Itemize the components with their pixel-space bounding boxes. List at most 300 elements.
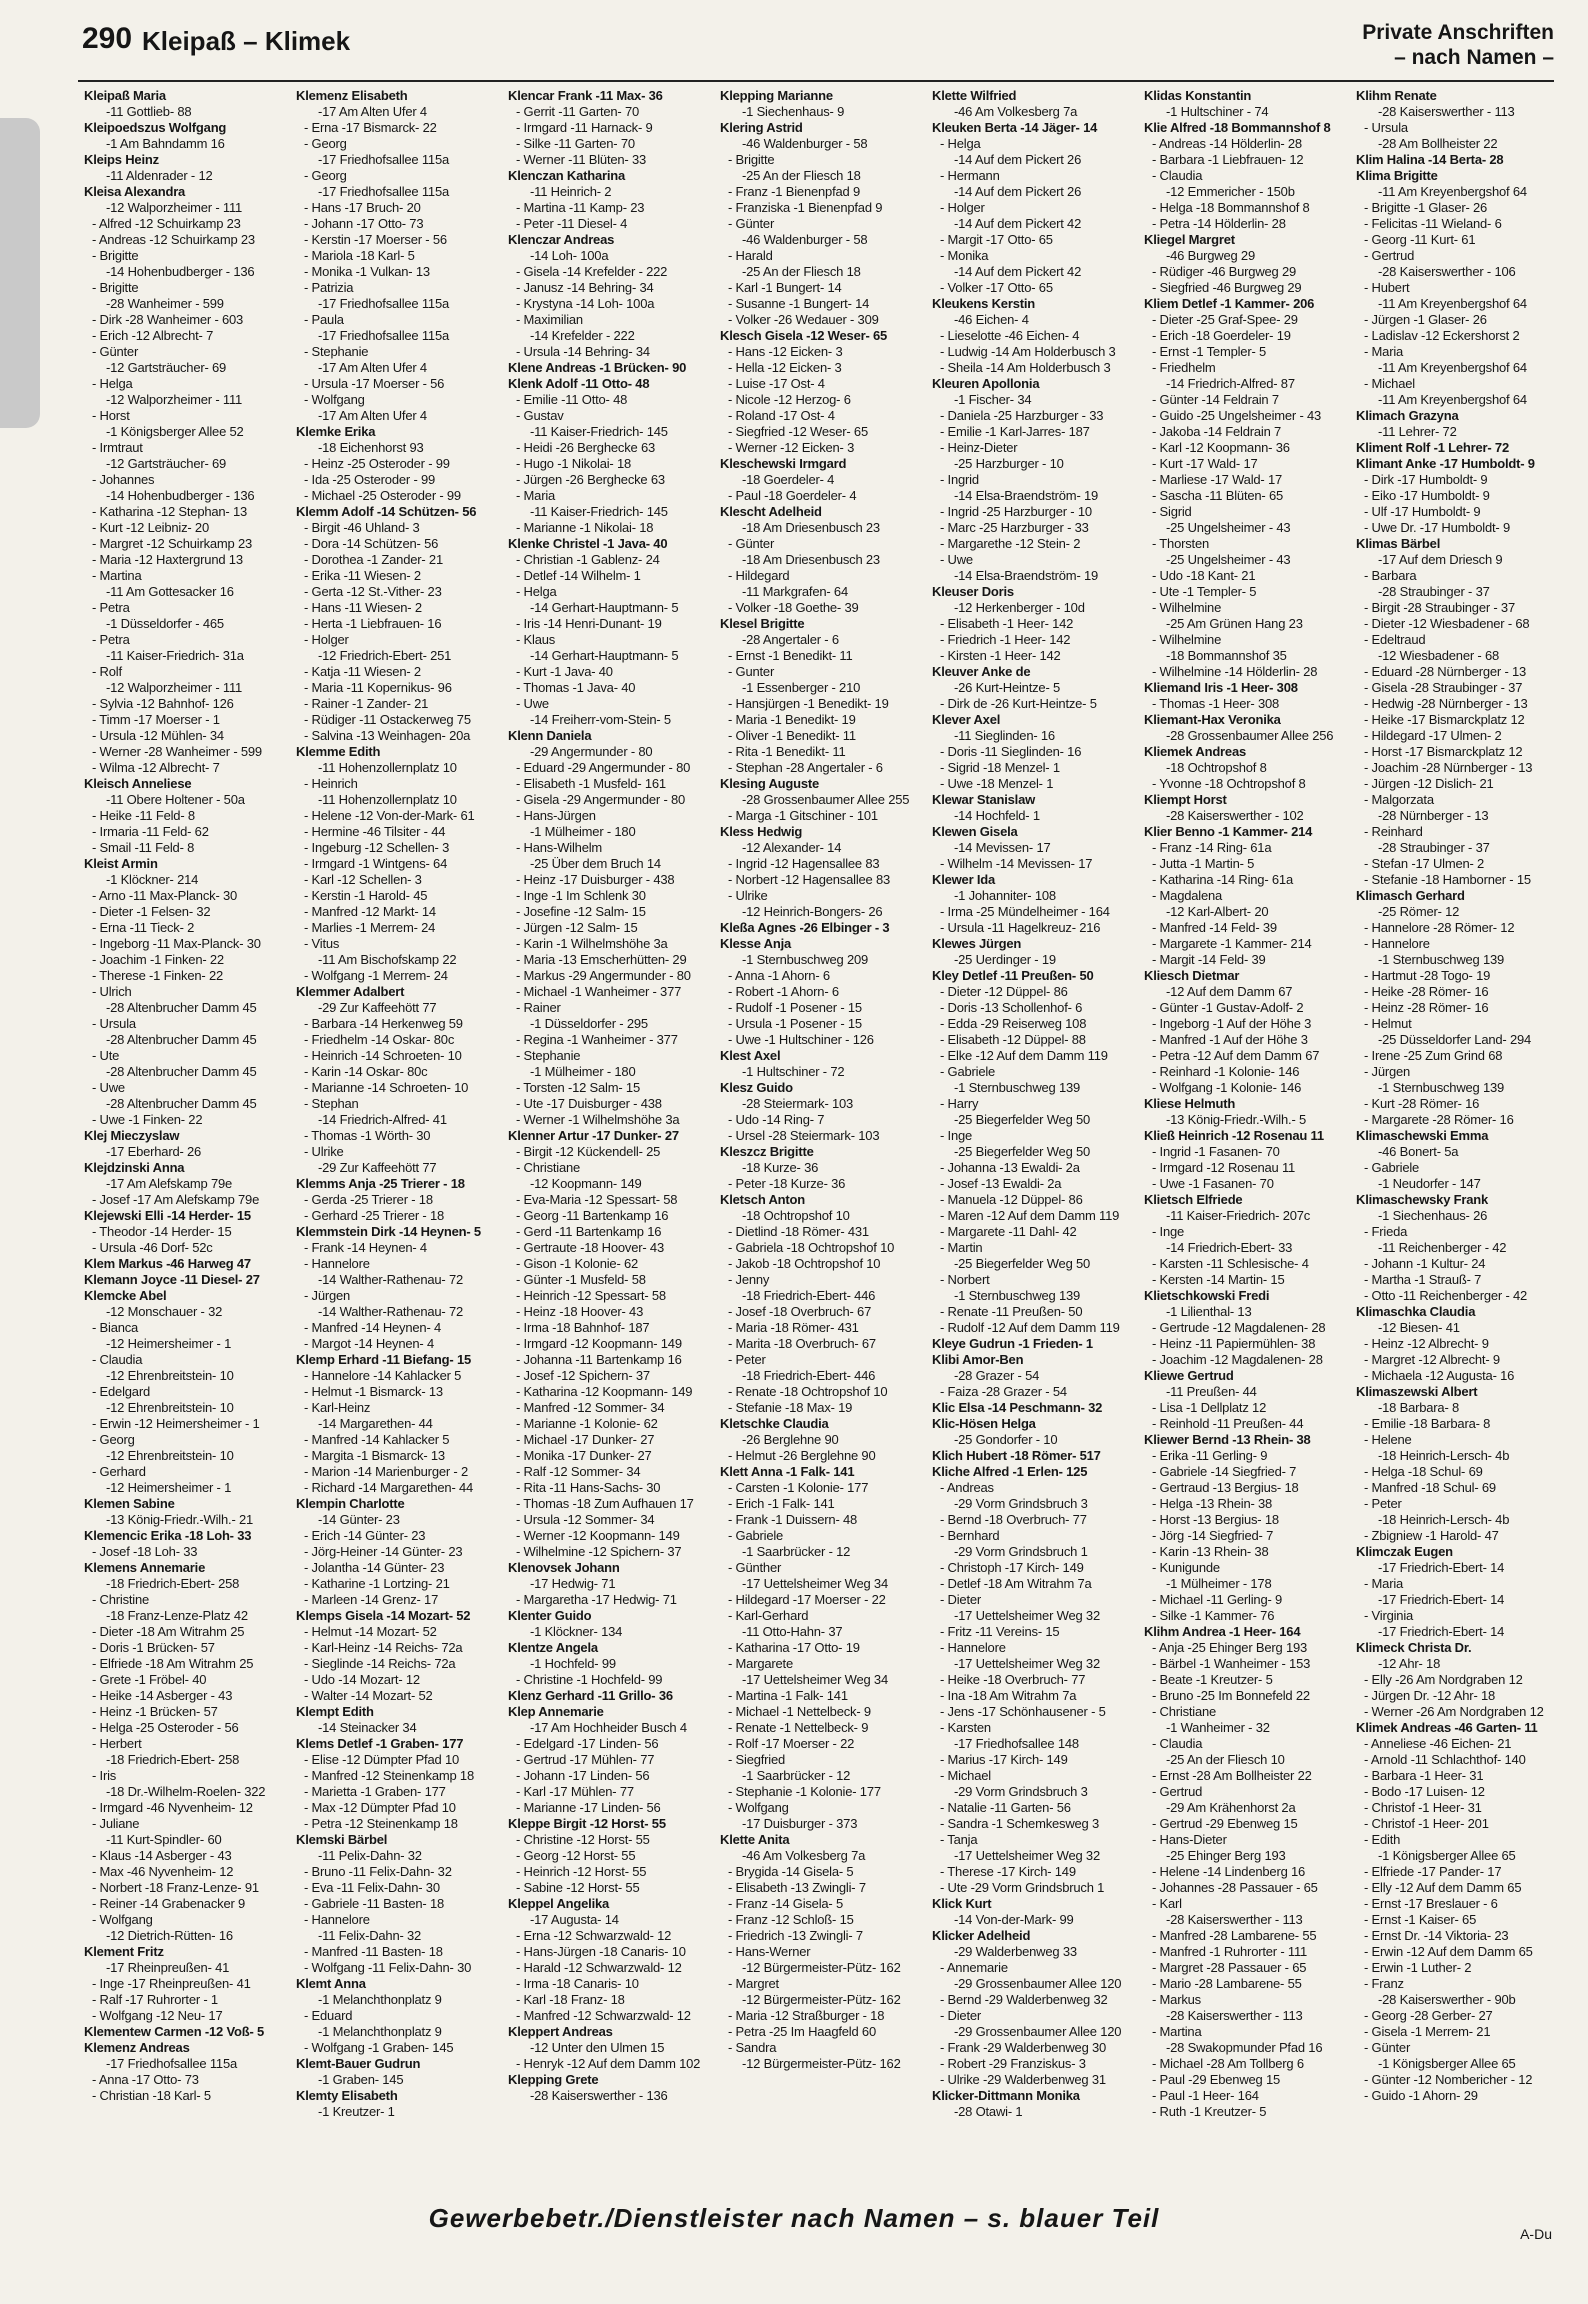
surname-entry: Klimant Anke -17 Humboldt- 9 [1356, 456, 1535, 471]
surname-entry: Klejdzinski Anna [84, 1160, 185, 1175]
person-entry: - Petra -14 Hölderlin- 28 [1152, 216, 1286, 231]
surname-entry: Klever Axel [932, 712, 1001, 727]
person-entry: - Günter [728, 536, 775, 551]
person-entry: - Silke -11 Garten- 70 [516, 136, 635, 151]
person-entry: - Manfred -1 Ruhrorter - 111 [1152, 1944, 1308, 1959]
person-entry: - Lisa -1 Dellplatz 12 [1152, 1400, 1267, 1415]
surname-entry: Kleuser Doris [932, 584, 1014, 599]
surname-entry: Klett Anna -1 Falk- 141 [720, 1464, 855, 1479]
address-line: -29 Vorm Grindsbruch 3 [954, 1496, 1088, 1511]
address-line: -17 Friedrich-Ebert- 14 [1378, 1624, 1505, 1639]
address-line: -11 Sieglinden- 16 [954, 728, 1055, 743]
person-entry: - Karl -12 Koopmann- 36 [1152, 440, 1290, 455]
person-entry: - Michael -28 Am Tollberg 6 [1152, 2056, 1304, 2071]
surname-entry: Kleuren Apollonia [932, 376, 1040, 391]
address-line: -17 Friedhofsallee 115a [318, 328, 450, 343]
surname-entry: Klim Halina -14 Berta- 28 [1356, 152, 1504, 167]
address-line: -12 Herkenberger - 10d [954, 600, 1085, 615]
address-line: -1 Düsseldorfer - 465 [106, 616, 224, 631]
person-entry: - Elisabeth -12 Düppel- 88 [940, 1032, 1086, 1047]
address-line: -46 Waldenburger - 58 [742, 232, 868, 247]
person-entry: - Gertrud -29 Ebenweg 15 [1152, 1816, 1298, 1831]
address-line: -17 Duisburger - 373 [742, 1816, 858, 1831]
person-entry: - Elisabeth -1 Musfeld- 161 [516, 776, 666, 791]
person-entry: - Gerrit -11 Garten- 70 [516, 104, 640, 119]
surname-entry: Klems Detlef -1 Graben- 177 [296, 1736, 464, 1751]
surname-entry: Klemps Gisela -14 Mozart- 52 [296, 1608, 471, 1623]
address-line: -46 Am Volkesberg 7a [954, 104, 1078, 119]
person-entry: - Inge [1152, 1224, 1185, 1239]
address-line: -28 Kaiserswerther - 113 [1166, 1912, 1303, 1927]
address-line: -12 Ehrenbreitstein- 10 [106, 1368, 234, 1383]
person-entry: - Helmut -1 Bismarck- 13 [304, 1384, 443, 1399]
person-entry: - Uwe [92, 1080, 125, 1095]
person-entry: - Virginia [1364, 1608, 1414, 1623]
person-entry: - Smail -11 Feld- 8 [92, 840, 195, 855]
person-entry: - Jörg -14 Siegfried- 7 [1152, 1528, 1274, 1543]
person-entry: - Thomas -1 Heer- 308 [1152, 696, 1280, 711]
surname-entry: Klemt Anna [296, 1976, 366, 1991]
surname-entry: Klidas Konstantin [1144, 88, 1252, 103]
person-entry: - Iris -14 Henri-Dunant- 19 [516, 616, 662, 631]
address-line: -25 Düsseldorfer Land- 294 [1378, 1032, 1532, 1047]
person-entry: - Rita -1 Benedikt- 11 [728, 744, 846, 759]
person-entry: - Edeltraud [1364, 632, 1426, 647]
person-entry: - Jürgen [304, 1288, 351, 1303]
surname-entry: Klem Markus -46 Harweg 47 [84, 1256, 251, 1271]
address-line: -18 Heinrich-Lersch- 4b [1378, 1512, 1510, 1527]
person-entry: - Herta -1 Liebfrauen- 16 [304, 616, 442, 631]
person-entry: - Silke -1 Kammer- 76 [1152, 1608, 1275, 1623]
surname-entry: Klewar Stanislaw [932, 792, 1036, 807]
person-entry: - Uwe Dr. -17 Humboldt- 9 [1364, 520, 1510, 535]
person-entry: - Hannelore [1364, 936, 1430, 951]
surname-entry: Kliegel Margret [1144, 232, 1235, 247]
person-entry: - Edelgard -17 Linden- 56 [516, 1736, 659, 1751]
surname-entry: Kleisa Alexandra [84, 184, 186, 199]
person-entry: - Regina -1 Wanheimer - 377 [516, 1032, 678, 1047]
surname-entry: Klier Benno -1 Kammer- 214 [1144, 824, 1313, 839]
person-entry: - Detlef -18 Am Witrahm 7a [940, 1576, 1092, 1591]
person-entry: - Detlef -14 Wilhelm- 1 [516, 568, 641, 583]
address-line: -17 Friedhofsallee 115a [318, 296, 450, 311]
surname-entry: Klemp Erhard -11 Biefang- 15 [296, 1352, 472, 1367]
person-entry: - Stephan -28 Angertaler - 6 [728, 760, 883, 775]
person-entry: - Lieselotte -46 Eichen- 4 [940, 328, 1080, 343]
person-entry: - Heinz -28 Römer- 16 [1364, 1000, 1489, 1015]
surname-entry: Kliempt Horst [1144, 792, 1227, 807]
address-line: -1 Hochfeld- 99 [530, 1656, 616, 1671]
address-line: -28 Kaiserswerther - 106 [1378, 264, 1516, 279]
person-entry: - Hildegard [728, 568, 790, 583]
person-entry: - Birgit -28 Straubinger - 37 [1364, 600, 1515, 615]
surname-entry: Klewes Jürgen [932, 936, 1022, 951]
surname-entry: Klemcke Abel [84, 1288, 167, 1303]
person-entry: - Magdalena [1152, 888, 1223, 903]
surname-entry: Klement Fritz [84, 1944, 164, 1959]
person-entry: - Felicitas -11 Wieland- 6 [1364, 216, 1502, 231]
person-entry: - Hermine -46 Tilsiter - 44 [304, 824, 446, 839]
person-entry: - Manfred -14 Kahlacker 5 [304, 1432, 450, 1447]
address-line: -12 Bürgermeister-Pütz- 162 [742, 2056, 901, 2071]
person-entry: - Josef -12 Spichern- 37 [516, 1368, 650, 1383]
person-entry: - Siegfried [728, 1752, 786, 1767]
address-line: -14 Hohenbudberger - 136 [106, 488, 255, 503]
person-entry: - Johanna -13 Ewaldi- 2a [940, 1160, 1080, 1175]
directory-column-5 [932, 88, 1134, 2182]
person-entry: - Hubert [1364, 280, 1410, 295]
address-line: -28 Altenbrucher Damm 45 [106, 1096, 257, 1111]
surname-entry: Kliem Detlef -1 Kammer- 206 [1144, 296, 1315, 311]
address-line: -28 Swakopmunder Pfad 16 [1166, 2040, 1323, 2055]
person-entry: - Uwe -1 Hultschiner - 126 [728, 1032, 874, 1047]
person-entry: - Heinrich [304, 776, 358, 791]
address-line: -25 Biegerfelder Weg 50 [954, 1144, 1091, 1159]
person-entry: - Malgorzata [1364, 792, 1434, 807]
person-entry: - Peter -11 Diesel- 4 [516, 216, 628, 231]
surname-entry: Klemski Bärbel [296, 1832, 388, 1847]
person-entry: - Maria [1364, 344, 1404, 359]
person-entry: - Inge -17 Rheinpreußen- 41 [92, 1976, 251, 1991]
person-entry: - Henryk -12 Auf dem Damm 102 [516, 2056, 701, 2071]
surname-entry: Klest Axel [720, 1048, 781, 1063]
person-entry: - Wilhelmine -12 Spichern- 37 [516, 1544, 682, 1559]
person-entry: - Holger [304, 632, 349, 647]
address-line: -14 Auf dem Pickert 26 [954, 184, 1082, 199]
person-entry: - Eiko -17 Humboldt- 9 [1364, 488, 1490, 503]
person-entry: - Marius -17 Kirch- 149 [940, 1752, 1068, 1767]
person-entry: - Dieter -12 Wiesbadener - 68 [1364, 616, 1530, 631]
person-entry: - Gerda -25 Trierer - 18 [304, 1192, 433, 1207]
person-entry: - Hans-Dieter [1152, 1832, 1227, 1847]
address-line: -1 Saarbrücker - 12 [742, 1544, 851, 1559]
address-line: -17 Am Alten Ufer 4 [318, 104, 427, 119]
person-entry: - Gerhard -25 Trierer - 18 [304, 1208, 445, 1223]
person-entry: - Erwin -12 Auf dem Damm 65 [1364, 1944, 1533, 1959]
surname-entry: Klimach Grazyna [1356, 408, 1459, 423]
address-line: -18 Kurze- 36 [742, 1160, 819, 1175]
address-line: -1 Siechenhaus- 9 [742, 104, 845, 119]
surname-entry: Kliesch Dietmar [1144, 968, 1240, 983]
address-line: -11 Aldenrader - 12 [106, 168, 213, 183]
address-line: -1 Hultschiner - 74 [1166, 104, 1269, 119]
person-entry: - Ute [92, 1048, 120, 1063]
person-entry: - Werner -11 Blüten- 33 [516, 152, 647, 167]
person-entry: - Ernst Dr. -14 Viktoria- 23 [1364, 1928, 1509, 1943]
person-entry: - Harry [940, 1096, 979, 1111]
address-line: -11 Am Kreyenbergshof 64 [1378, 360, 1527, 375]
address-line: -25 Harzburger - 10 [954, 456, 1064, 471]
address-line: -25 Biegerfelder Weg 50 [954, 1112, 1091, 1127]
surname-entry: Kleszcz Brigitte [720, 1144, 814, 1159]
person-entry: - Manfred -14 Feld- 39 [1152, 920, 1277, 935]
person-entry: - Ernst -1 Kaiser- 65 [1364, 1912, 1477, 1927]
person-entry: - Hugo -1 Nikolai- 18 [516, 456, 632, 471]
person-entry: - Katharina -12 Koopmann- 149 [516, 1384, 693, 1399]
person-entry: - Michael -17 Dunker- 27 [516, 1432, 655, 1447]
person-entry: - Peter [1364, 1496, 1402, 1511]
person-entry: - Manfred -28 Lambarene- 55 [1152, 1928, 1317, 1943]
address-line: -1 Essenberger - 210 [742, 680, 861, 695]
person-entry: - Josefine -12 Salm- 15 [516, 904, 646, 919]
address-line: -12 Wiesbadener - 68 [1378, 648, 1500, 663]
person-entry: - Uwe -1 Finken- 22 [92, 1112, 203, 1127]
address-line: -12 Walporzheimer - 111 [106, 200, 243, 215]
person-entry: - Ingeburg -12 Schellen- 3 [304, 840, 450, 855]
person-entry: - Volker -17 Otto- 65 [940, 280, 1053, 295]
person-entry: - Susanne -1 Bungert- 14 [728, 296, 870, 311]
person-entry: - Dieter -12 Düppel- 86 [940, 984, 1068, 999]
address-line: -14 Mevissen- 17 [954, 840, 1051, 855]
person-entry: - Karsten [940, 1720, 991, 1735]
person-entry: - Norbert -18 Franz-Lenze- 91 [92, 1880, 259, 1895]
person-entry: - Katharina -17 Otto- 19 [728, 1640, 860, 1655]
person-entry: - Mario -28 Lambarene- 55 [1152, 1976, 1302, 1991]
address-line: -12 Biesen- 41 [1378, 1320, 1460, 1335]
person-entry: - Manfred -12 Schwarzwald- 12 [516, 2008, 691, 2023]
person-entry: - Gerhard [92, 1464, 146, 1479]
person-entry: - Thomas -18 Zum Aufhauen 17 [516, 1496, 694, 1511]
person-entry: - Dorothea -1 Zander- 21 [304, 552, 443, 567]
person-entry: - Margarete -11 Dahl- 42 [940, 1224, 1077, 1239]
person-entry: - Vitus [304, 936, 340, 951]
person-entry: - Bianca [92, 1320, 139, 1335]
address-line: -25 Ungelsheimer - 43 [1166, 552, 1291, 567]
person-entry: - Karsten -11 Schlesische- 4 [1152, 1256, 1309, 1271]
section-title-line-2: – nach Namen – [1394, 46, 1554, 69]
person-entry: - Hannelore -14 Kahlacker 5 [304, 1368, 462, 1383]
person-entry: - Marliese -17 Wald- 17 [1152, 472, 1283, 487]
person-entry: - Gabriele [728, 1528, 784, 1543]
address-line: -18 Eichenhorst 93 [318, 440, 424, 455]
person-entry: - Markus [1152, 1992, 1201, 2007]
person-entry: - Ernst -1 Benedikt- 11 [728, 648, 853, 663]
person-entry: - Erich -18 Goerdeler- 19 [1152, 328, 1291, 343]
address-line: -25 Biegerfelder Weg 50 [954, 1256, 1091, 1271]
address-line: -14 Elsa-Braendström- 19 [954, 488, 1099, 503]
person-entry: - Heinz -11 Papiermühlen- 38 [1152, 1336, 1316, 1351]
person-entry: - Rudolf -12 Auf dem Damm 119 [940, 1320, 1120, 1335]
person-entry: - Karl -1 Bungert- 14 [728, 280, 842, 295]
section-title-line-1: Private Anschriften [1362, 21, 1554, 44]
person-entry: - Monika -17 Dunker- 27 [516, 1448, 652, 1463]
surname-entry: Klietschkowski Fredi [1144, 1288, 1270, 1303]
person-entry: - Kirsten -1 Heer- 142 [940, 648, 1061, 663]
address-line: -28 Straubinger - 37 [1378, 584, 1490, 599]
person-entry: - Jakob -18 Ochtropshof 10 [728, 1256, 881, 1271]
person-entry: - Uwe -18 Menzel- 1 [940, 776, 1054, 791]
person-entry: - Sabine -12 Horst- 55 [516, 1880, 640, 1895]
footer-note: Gewerbebetr./Dienstleister nach Namen – s. blauer Teil [428, 2203, 1160, 2233]
person-entry: - Anneliese -46 Eichen- 21 [1364, 1736, 1512, 1751]
person-entry: - Stefanie -18 Max- 19 [728, 1400, 853, 1415]
person-entry: - Peter [728, 1352, 766, 1367]
person-entry: - Wolfgang [92, 1912, 153, 1927]
surname-entry: Klicker Adelheid [932, 1928, 1031, 1943]
address-line: -17 Friedhofsallee 148 [954, 1736, 1079, 1751]
person-entry: - Paul -29 Ebenweg 15 [1152, 2072, 1281, 2087]
person-entry: - Michael [1364, 376, 1415, 391]
surname-entry: Klette Anita [720, 1832, 790, 1847]
surname-entry: Kliewer Bernd -13 Rhein- 38 [1144, 1432, 1311, 1447]
person-entry: - Wolfgang -1 Graben- 145 [304, 2040, 454, 2055]
address-line: -11 Hohenzollernplatz 10 [318, 792, 457, 807]
person-entry: - Irmgard -46 Nyvenheim- 12 [92, 1800, 253, 1815]
surname-entry: Klesz Guido [720, 1080, 793, 1095]
surname-entry: Klene Andreas -1 Brücken- 90 [508, 360, 687, 375]
address-line: -28 Kaiserswerther - 136 [530, 2088, 668, 2103]
address-line: -11 Kaiser-Friedrich- 207c [1166, 1208, 1311, 1223]
person-entry: - Hannelore [304, 1912, 370, 1927]
person-entry: - Christof -1 Heer- 31 [1364, 1800, 1482, 1815]
person-entry: - Erna -11 Tieck- 2 [92, 920, 195, 935]
person-entry: - Gustav [516, 408, 564, 423]
address-line: -11 Kaiser-Friedrich- 145 [530, 424, 668, 439]
address-line: -17 Uettelsheimer Weg 34 [742, 1576, 888, 1591]
address-line: -17 Hedwig- 71 [530, 1576, 616, 1591]
person-entry: - Günter -14 Feldrain 7 [1152, 392, 1279, 407]
person-entry: - Erna -17 Bismarck- 22 [304, 120, 437, 135]
person-entry: - Manfred -14 Heynen- 4 [304, 1320, 442, 1335]
person-entry: - Barbara [1364, 568, 1417, 583]
person-entry: - Johanna -11 Bartenkamp 16 [516, 1352, 682, 1367]
person-entry: - Manfred -18 Schul- 69 [1364, 1480, 1496, 1495]
person-entry: - Franz -1 Bienenpfad 9 [728, 184, 860, 199]
address-line: -11 Am Kreyenbergshof 64 [1378, 296, 1527, 311]
person-entry: - Thomas -1 Java- 40 [516, 680, 636, 695]
person-entry: - Ludwig -14 Am Holderbusch 3 [940, 344, 1116, 359]
address-line: -25 An der Fliesch 18 [742, 168, 861, 183]
person-entry: - Gison -1 Kolonie- 62 [516, 1256, 639, 1271]
directory-column-2 [296, 88, 498, 2182]
person-entry: - Kurt -1 Java- 40 [516, 664, 613, 679]
person-entry: - Krystyna -14 Loh- 100a [516, 296, 655, 311]
address-line: -14 Loh- 100a [530, 248, 609, 263]
address-line: -14 Elsa-Braendström- 19 [954, 568, 1099, 583]
person-entry: - Margit -14 Feld- 39 [1152, 952, 1266, 967]
surname-entry: Klenovsek Johann [508, 1560, 620, 1575]
address-line: -12 Heimersheimer - 1 [106, 1336, 232, 1351]
person-entry: - Wilhelm -14 Mevissen- 17 [940, 856, 1093, 871]
person-entry: - Norbert [940, 1272, 990, 1287]
person-entry: - Erwin -12 Heimersheimer - 1 [92, 1416, 260, 1431]
person-entry: - Eduard -29 Angermunder - 80 [516, 760, 691, 775]
surname-entry: Klemty Elisabeth [296, 2088, 398, 2103]
person-entry: - Siegfried -46 Burgweg 29 [1152, 280, 1302, 295]
person-entry: - Mariola -18 Karl- 5 [304, 248, 415, 263]
address-line: -12 Ehrenbreitstein- 10 [106, 1400, 234, 1415]
person-entry: - Claudia [1152, 168, 1203, 183]
page-code: A-Du [1520, 2226, 1552, 2242]
person-entry: - Franz -14 Ring- 61a [1152, 840, 1272, 855]
address-line: -12 Karl-Albert- 20 [1166, 904, 1269, 919]
address-line: -46 Burgweg 29 [1166, 248, 1255, 263]
person-entry: - Ingrid [940, 472, 979, 487]
person-entry: - Otto -11 Reichenberger - 42 [1364, 1288, 1528, 1303]
person-entry: - Martina -11 Kamp- 23 [516, 200, 645, 215]
page-name-range: Kleipaß – Klimek [142, 26, 351, 56]
surname-entry: Klering Astrid [720, 120, 803, 135]
person-entry: - Katharina -14 Ring- 61a [1152, 872, 1293, 887]
person-entry: - Hermann [940, 168, 1000, 183]
surname-entry: Klemenz Elisabeth [296, 88, 408, 103]
person-entry: - Gisela -29 Angermunder - 80 [516, 792, 686, 807]
person-entry: - Christoph -17 Kirch- 149 [940, 1560, 1084, 1575]
address-line: -18 Heinrich-Lersch- 4b [1378, 1448, 1510, 1463]
surname-entry: Kliese Helmuth [1144, 1096, 1236, 1111]
person-entry: - Ursula -46 Dorf- 52c [92, 1240, 213, 1255]
person-entry: - Rainer [516, 1000, 561, 1015]
person-entry: - Robert -1 Ahorn- 6 [728, 984, 839, 999]
person-entry: - Anna -17 Otto- 73 [92, 2072, 199, 2087]
address-line: -1 Sternbuschweg 209 [742, 952, 869, 967]
address-line: -14 Walther-Rathenau- 72 [318, 1272, 464, 1287]
person-entry: - Elisabeth -1 Heer- 142 [940, 616, 1074, 631]
person-entry: - Monika [940, 248, 989, 263]
person-entry: - Heike -28 Römer- 16 [1364, 984, 1489, 999]
surname-entry: Klemann Joyce -11 Diesel- 27 [84, 1272, 260, 1287]
person-entry: - Erich -1 Falk- 141 [728, 1496, 835, 1511]
person-entry: - Johannes [92, 472, 155, 487]
person-entry: - Irene -25 Zum Grind 68 [1364, 1048, 1503, 1063]
person-entry: - Manfred -12 Markt- 14 [304, 904, 436, 919]
person-entry: - Elise -12 Dümpter Pfad 10 [304, 1752, 460, 1767]
person-entry: - Karl -18 Franz- 18 [516, 1992, 625, 2007]
person-entry: - Ida -25 Osteroder - 99 [304, 472, 436, 487]
person-entry: - Josef -13 Ewaldi- 2a [940, 1176, 1062, 1191]
person-entry: - Kerstin -17 Moerser - 56 [304, 232, 447, 247]
address-line: -1 Königsberger Allee 65 [1378, 1848, 1516, 1863]
person-entry: - Georg [304, 136, 347, 151]
edge-thumb-tab [0, 118, 40, 428]
address-line: -17 Friedrich-Ebert- 14 [1378, 1592, 1505, 1607]
person-entry: - Martina [92, 568, 142, 583]
person-entry: - Ralf -12 Sommer- 34 [516, 1464, 641, 1479]
person-entry: - Zbigniew -1 Harold- 47 [1364, 1528, 1499, 1543]
address-line: -1 Wanheimer - 32 [1166, 1720, 1270, 1735]
address-line: -18 Friedrich-Ebert- 258 [106, 1576, 240, 1591]
person-entry: - Therese -1 Finken- 22 [92, 968, 223, 983]
person-entry: - Michael -11 Gerling- 9 [1152, 1592, 1283, 1607]
person-entry: - Margarete -1 Kammer- 214 [1152, 936, 1312, 951]
person-entry: - Erich -14 Günter- 23 [304, 1528, 426, 1543]
address-line: -25 Über dem Bruch 14 [530, 856, 661, 871]
person-entry: - Claudia [92, 1352, 143, 1367]
address-line: -12 Unter den Ulmen 15 [530, 2040, 665, 2055]
person-entry: - Michael -25 Osteroder - 99 [304, 488, 461, 503]
person-entry: - Katja -11 Wiesen- 2 [304, 664, 421, 679]
person-entry: - Hans-Wilhelm [516, 840, 603, 855]
person-entry: - Günter [1364, 2040, 1411, 2055]
person-entry: - Stephanie [304, 344, 369, 359]
address-line: -25 Ehinger Berg 193 [1166, 1848, 1286, 1863]
address-line: -1 Am Bahndamm 16 [106, 136, 225, 151]
person-entry: - Martin [940, 1240, 983, 1255]
person-entry: - Stephanie [516, 1048, 581, 1063]
person-entry: - Margit -17 Otto- 65 [940, 232, 1053, 247]
person-entry: - Grete -1 Fröbel- 40 [92, 1672, 207, 1687]
person-entry: - Gabriele [940, 1064, 996, 1079]
person-entry: - Günter [728, 216, 775, 231]
surname-entry: Kleipaß Maria [84, 88, 166, 103]
person-entry: - Erwin -1 Luther- 2 [1364, 1960, 1472, 1975]
surname-entry: Klempt Edith [296, 1704, 374, 1719]
person-entry: - Markus -29 Angermunder - 80 [516, 968, 691, 983]
person-entry: - Heike -17 Bismarckplatz 12 [1364, 712, 1525, 727]
address-line: -12 Bürgermeister-Pütz- 162 [742, 1992, 901, 2007]
address-line: -11 Gottlieb- 88 [106, 104, 192, 119]
person-entry: - Paula [304, 312, 344, 327]
